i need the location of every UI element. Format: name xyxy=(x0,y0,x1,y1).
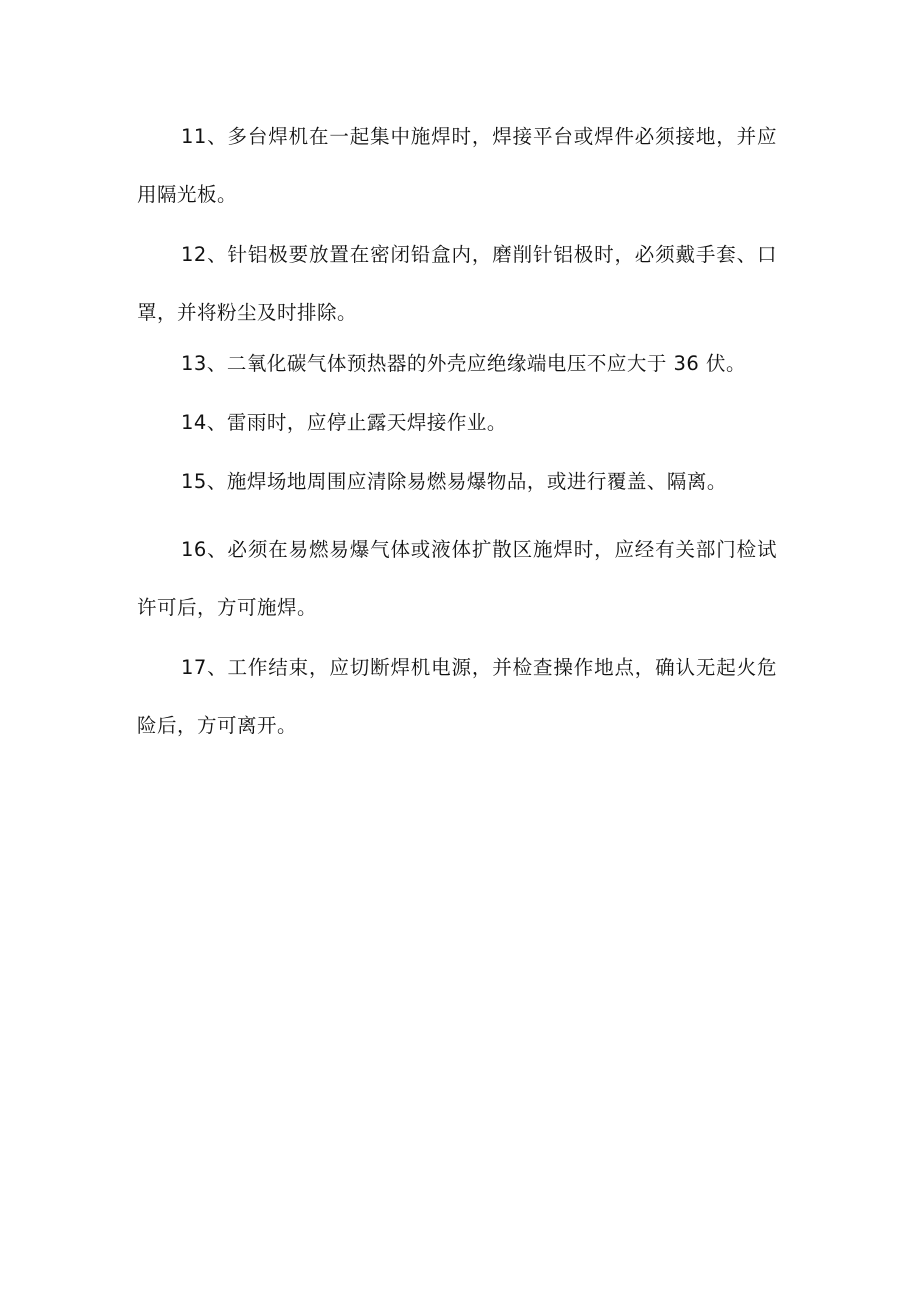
document-body xyxy=(137,108,777,757)
rule-item-12: 12、针铝极要放置在密闭铅盒内，磨削针铝极时，必须戴手套、口罩，并将粉尘及时排除。 xyxy=(137,243,777,324)
rule-item-11: 11、多台焊机在一起集中施焊时，焊接平台或焊件必须接地，并应用隔光板。 xyxy=(137,125,777,206)
rule-item-15: 15、施焊场地周围应清除易燃易爆物品，或进行覆盖、隔离。 xyxy=(181,470,727,493)
rule-item-14: 14、雷雨时，应停止露天焊接作业。 xyxy=(181,411,507,434)
rule-item-13: 13、二氧化碳气体预热器的外壳应绝缘端电压不应大于 36 伏。 xyxy=(181,352,747,375)
rule-item-17: 17、工作结束，应切断焊机电源，并检查操作地点，确认无起火危险后，方可离开。 xyxy=(137,656,777,737)
rule-item-16: 16、必须在易燃易爆气体或液体扩散区施焊时，应经有关部门检试许可后，方可施焊。 xyxy=(137,538,777,619)
